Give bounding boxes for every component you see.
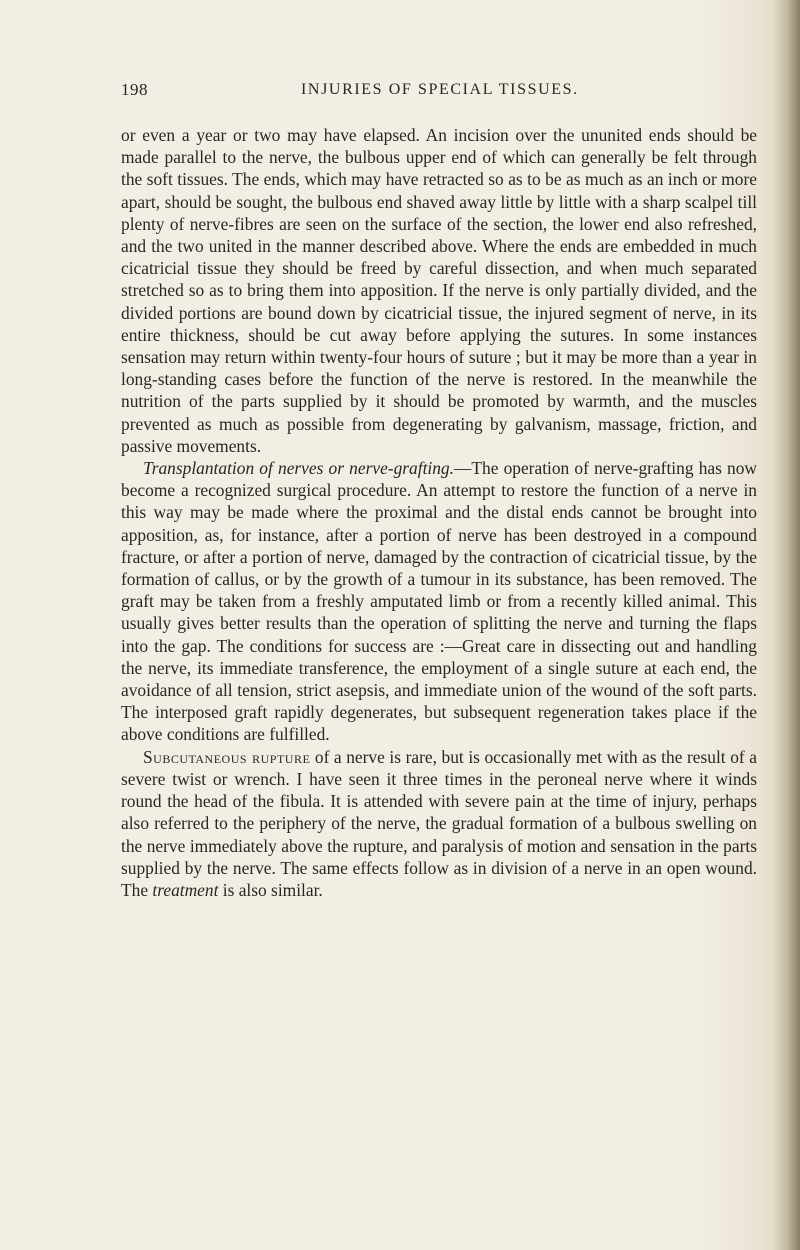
paragraph-text: —The operation of nerve-grafting has now become a recognized surgical procedure. An attempt to restore the function of a nerve in this way may be made where the proximal and the distal ends cannot be brought into apposition, as, for instance, after a portion of nerve has been destroyed in a compound fracture, or after a portion of nerve, damaged by the contraction of cicatricial tissue, by the formation of callus, or by the growth of a tumour in its substance, has been removed. The graft may be taken from a freshly amputated limb or from a recently killed animal. This usually gives better results than the operation of splitting the nerve and turning the flaps into the gap. The conditions for success are :—Great care in dissecting out and handling the nerve, its immediate transference, the employment of a single suture at each end, the avoidance of all tension, strict asepsis, and immediate union of the wound of the soft parts. The interposed graft rapidly degenerates, but subsequent regeneration takes place if the above conditions are fulfilled.	[121, 458, 757, 745]
paragraph-text: or even a year or two may have elapsed. An incision over the ununited ends should be made parallel to the nerve, the bulbous upper end of which can generally be felt through the soft tissues. The ends, which may have retracted so as to be as much as an inch or more apart, should be sought, the bulbous end shaved away little by little with a sharp scalpel till plenty of nerve-fibres are seen on the surface of the section, the lower end also refreshed, and the two united in the manner described above. Where the ends are embedded in much cicatricial tissue they should be freed by careful dissection, and when much separated stretched so as to bring them into apposition. If the nerve is only partially divided, and the divided portions are bound down by cicatricial tissue, the injured segment of nerve, in its entire thickness, should be cut away before applying the sutures. In some instances sensation may return within twenty-four hours of suture ; but it may be more than a year in long-standing cases before the function of the nerve is restored. In the meanwhile the nutrition of the parts supplied by it should be promoted by warmth, and the muscles prevented as much as possible from degenerating by galvanism, massage, friction, and passive movements.	[121, 125, 757, 456]
body-text	[121, 124, 757, 901]
page-header	[121, 80, 757, 104]
paragraph-suture-of-nerve	[121, 124, 757, 457]
page-edge-shadow	[772, 0, 800, 1250]
section-heading-subcutaneous-rupture: Subcutaneous rupture	[143, 746, 311, 767]
paragraph-text-end: is also similar.	[218, 879, 323, 900]
paragraph-subcutaneous-rupture	[121, 746, 757, 901]
page-number: 198	[121, 80, 148, 99]
paragraph-nerve-grafting	[121, 457, 757, 746]
running-head: INJURIES OF SPECIAL TISSUES.	[301, 81, 579, 98]
emphasis-treatment: treatment	[152, 879, 219, 900]
paragraph-text: of a nerve is rare, but is occasionally met with as the result of a severe twist or wrench. I have seen it three times in the peroneal nerve where it winds round the head of the fibula. It is attended with severe pain at the time of injury, perhaps also referred to the periphery of the nerve, the gradual formation of a bulbous swelling on the nerve immediately above the rupture, and paralysis of motion and sensation in the parts supplied by the nerve. The same effects follow as in division of a nerve in an open wound. The	[121, 746, 757, 900]
section-heading-transplantation: Transplantation of nerves or nerve-grafting.	[143, 458, 454, 479]
